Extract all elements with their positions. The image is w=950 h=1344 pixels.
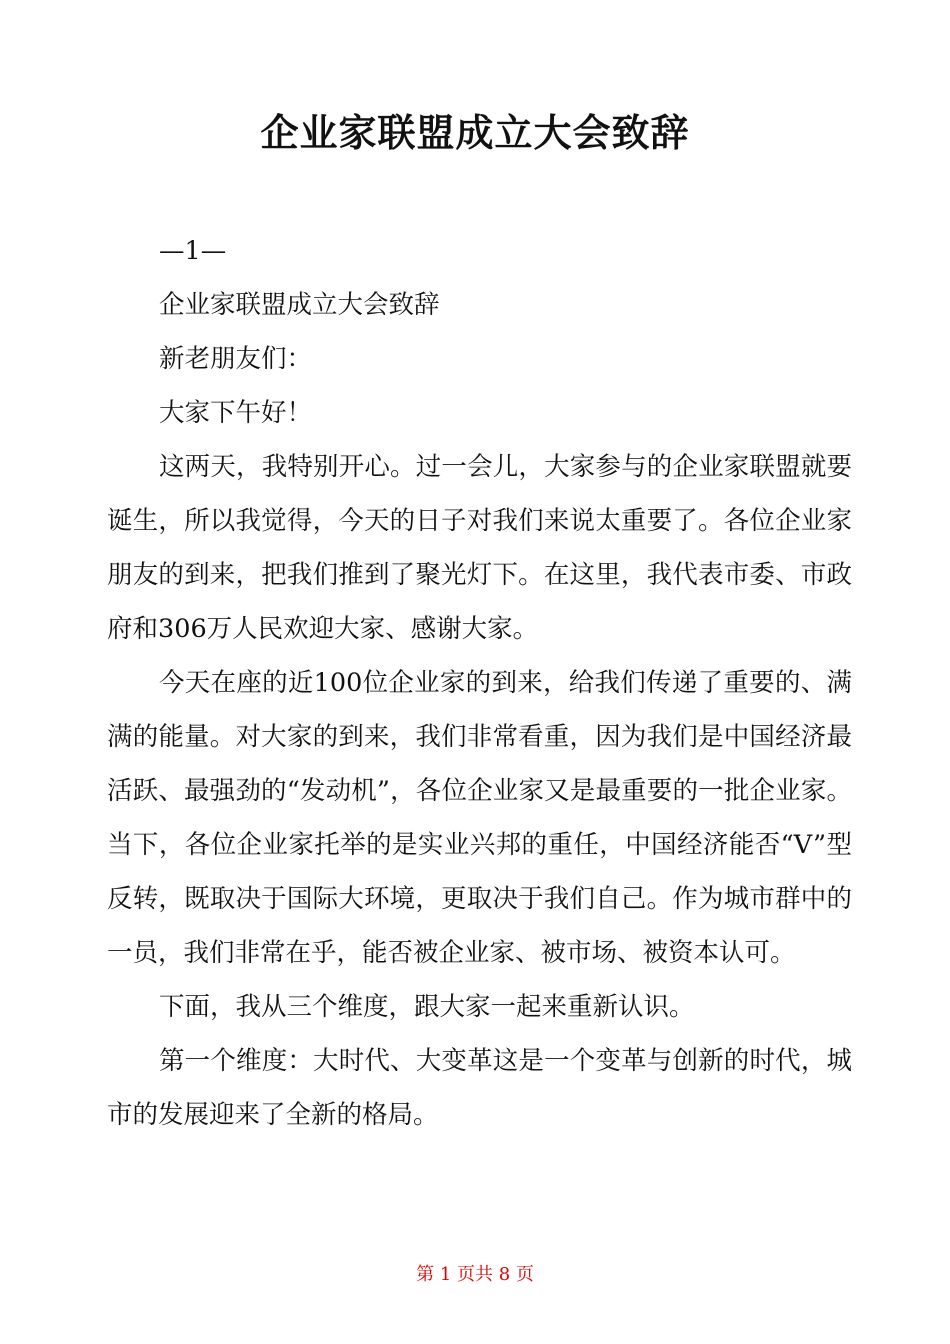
document-title: 企业家联盟成立大会致辞 [260,110,690,155]
body-paragraph: 下面，我从三个维度，跟大家一起来重新认识。 [159,992,695,1022]
speech-heading: 企业家联盟成立大会致辞 [159,290,440,320]
page-footer: 第 1 页共 8 页 [416,1264,534,1285]
greeting: 大家下午好！ [159,398,313,428]
body-paragraph: 第一个维度：大时代、大变革这是一个变革与创新的时代，城市的发展迎来了全新的格局。 [107,1046,852,1130]
document-body [107,224,852,1142]
body-paragraph: 今天在座的近100位企业家的到来，给我们传递了重要的、满满的能量。对大家的到来，我们非常看重，因为我们是中国经济最活跃、最强劲的“发动机”，各位企业家又是最重要的一批企业家。当下，各位企业家托举的是实业兴邦的重任，中国经济能否“V”型反转，既取决于国际大环境，更取决于我们自己。作为城市群中的一员，我们非常在乎，能否被企业家、被市场、被资本认可。 [107,668,852,968]
body-paragraph: 这两天，我特别开心。过一会儿，大家参与的企业家联盟就要诞生，所以我觉得，今天的日子对我们来说太重要了。各位企业家朋友的到来，把我们推到了聚光灯下。在这里，我代表市委、市政府和306万人民欢迎大家、感谢大家。 [107,452,852,644]
salutation: 新老朋友们： [159,344,313,374]
page-number-marker: —1— [159,236,227,266]
